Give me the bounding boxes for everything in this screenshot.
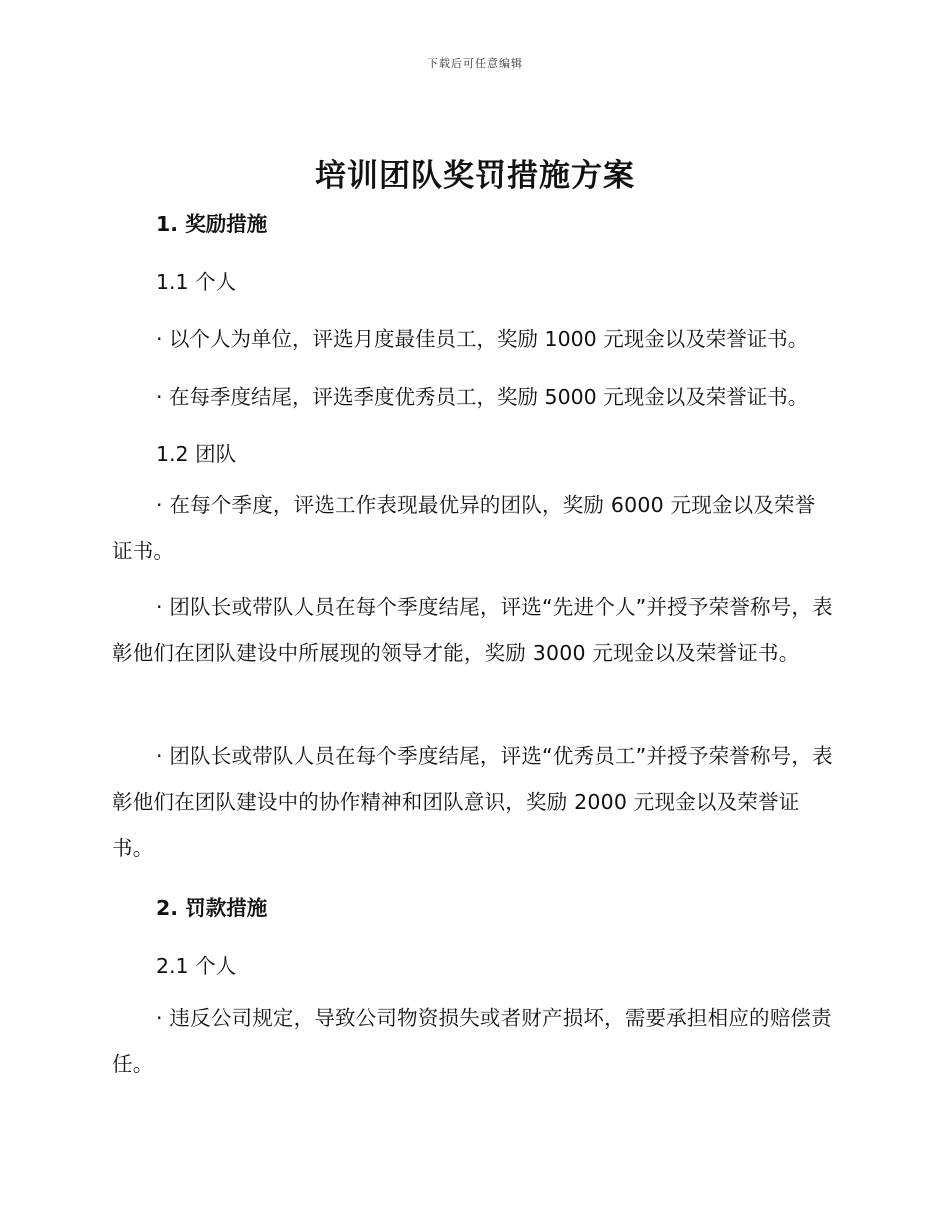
header-note: 下载后可任意编辑 xyxy=(427,57,523,70)
section-1-heading: 1. 奖励措施 xyxy=(156,212,268,236)
section-2-heading: 2. 罚款措施 xyxy=(156,896,268,920)
list-item: · 违反公司规定，导致公司物资损失或者财产损坏，需要承担相应的赔偿责任。 xyxy=(112,1006,832,1076)
subsection-2-1-heading: 2.1 个人 xyxy=(156,954,237,978)
subsection-1-2-heading: 1.2 团队 xyxy=(156,442,237,466)
list-item: · 在每个季度，评选工作表现最优异的团队，奖励 6000 元现金以及荣誉证书。 xyxy=(112,493,816,563)
list-item: · 在每季度结尾，评选季度优秀员工，奖励 5000 元现金以及荣誉证书。 xyxy=(156,385,809,409)
list-item: · 团队长或带队人员在每个季度结尾，评选“先进个人”并授予荣誉称号，表彰他们在团队建设中所展现的领导才能，奖励 3000 元现金以及荣誉证书。 xyxy=(112,595,833,665)
page-title: 培训团队奖罚措施方案 xyxy=(315,158,635,194)
list-item: · 团队长或带队人员在每个季度结尾，评选“优秀员工”并授予荣誉称号，表彰他们在团队建设中的协作精神和团队意识，奖励 2000 元现金以及荣誉证书。 xyxy=(112,744,833,860)
list-item: · 以个人为单位，评选月度最佳员工，奖励 1000 元现金以及荣誉证书。 xyxy=(156,327,809,351)
subsection-1-1-heading: 1.1 个人 xyxy=(156,270,237,294)
